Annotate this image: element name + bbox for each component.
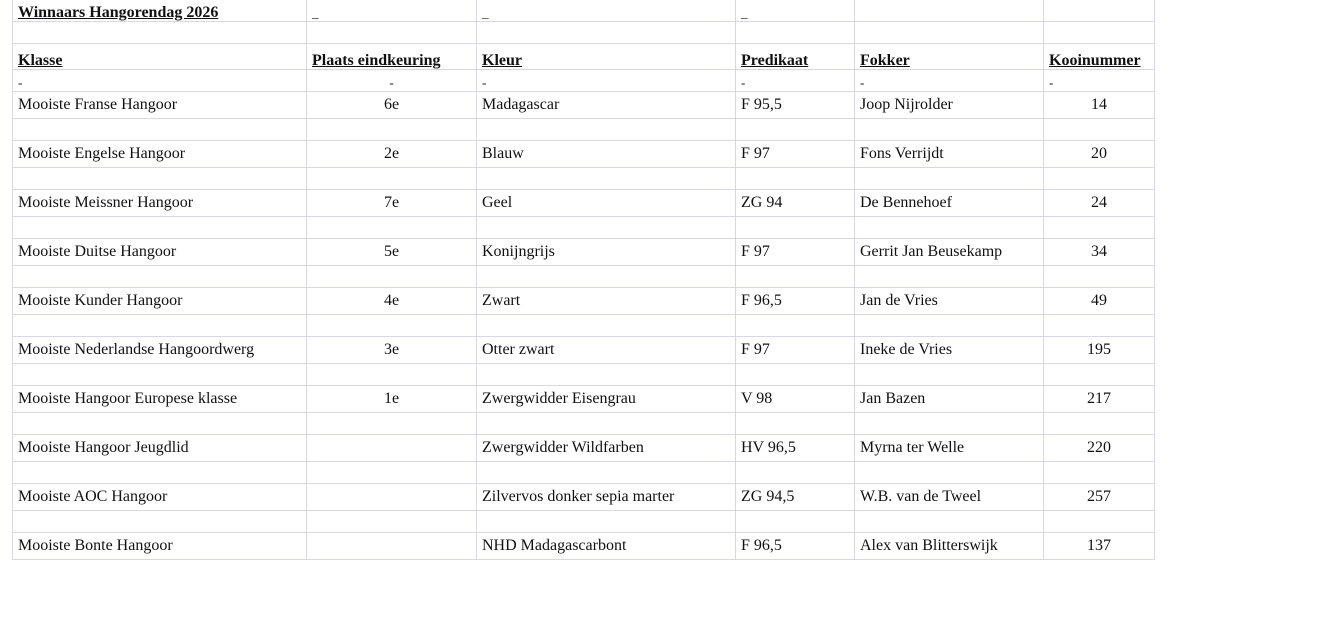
cell[interactable] (1044, 119, 1155, 141)
cell-kleur[interactable] (477, 435, 736, 462)
cell-klasse[interactable] (13, 190, 307, 217)
cell[interactable] (13, 266, 307, 288)
fokker-value: Alex van Blitterswijk (860, 537, 998, 554)
gap-row (13, 217, 1155, 239)
cell[interactable] (307, 0, 477, 22)
cell-klasse[interactable] (13, 533, 307, 560)
kleur-value: Blauw (482, 145, 524, 162)
mark: - (482, 75, 487, 90)
cell-predikaat[interactable] (736, 484, 855, 511)
cell-plaats[interactable] (307, 484, 477, 511)
cell[interactable] (855, 70, 1044, 92)
cell-predikaat[interactable] (736, 92, 855, 119)
cell-plaats[interactable] (307, 92, 477, 119)
header-kleur-label: Kleur (482, 52, 522, 69)
mark: - (1049, 75, 1054, 90)
cell[interactable] (307, 462, 477, 484)
table-row (13, 92, 1155, 119)
cell-klasse[interactable] (13, 435, 307, 462)
cell[interactable] (855, 462, 1044, 484)
kooinummer-value: 49 (1091, 292, 1107, 309)
cell-klasse[interactable] (13, 288, 307, 315)
cell[interactable] (477, 119, 736, 141)
header-predikaat-label: Predikaat (741, 52, 809, 69)
predikaat-value: ZG 94,5 (741, 488, 795, 505)
cell[interactable] (1044, 364, 1155, 386)
cell[interactable] (307, 217, 477, 239)
cell[interactable] (855, 168, 1044, 190)
gap-row (13, 364, 1155, 386)
cell-kooinummer[interactable] (1044, 435, 1155, 462)
cell-fokker[interactable] (855, 533, 1044, 560)
cell-kleur[interactable] (477, 337, 736, 364)
header-kooinummer-label: Kooinummer (1049, 52, 1141, 69)
cell[interactable] (1044, 266, 1155, 288)
title-row (13, 0, 1155, 22)
cell[interactable] (13, 462, 307, 484)
cell-fokker[interactable] (855, 435, 1044, 462)
cell[interactable] (477, 217, 736, 239)
cell-fokker[interactable] (855, 386, 1044, 413)
kleur-value: Konijngrijs (482, 243, 555, 260)
cell[interactable] (736, 119, 855, 141)
cell[interactable] (736, 315, 855, 337)
cell[interactable] (855, 413, 1044, 435)
cell-kooinummer[interactable] (1044, 337, 1155, 364)
predikaat-value: F 97 (741, 243, 770, 260)
mark: - (18, 75, 23, 90)
kleur-value: Zwergwidder Eisengrau (482, 390, 636, 407)
cell[interactable] (1044, 22, 1155, 44)
plaats-value: 2e (383, 145, 400, 162)
cell[interactable] (855, 511, 1044, 533)
header-plaats-label: Plaats eindkeuring (312, 52, 441, 69)
kooinummer-value: 195 (1087, 341, 1111, 358)
gap-row (13, 315, 1155, 337)
klasse-value: Mooiste Duitse Hangoor (18, 243, 177, 260)
cell-kooinummer[interactable] (1044, 92, 1155, 119)
table-row (13, 337, 1155, 364)
kooinummer-value: 14 (1091, 96, 1107, 113)
cell-kleur[interactable] (477, 386, 736, 413)
cell-klasse[interactable] (13, 386, 307, 413)
plaats-value: 6e (383, 96, 400, 113)
cell-kooinummer[interactable] (1044, 190, 1155, 217)
cell[interactable] (477, 462, 736, 484)
cell[interactable] (736, 217, 855, 239)
table-row (13, 190, 1155, 217)
gap-row (13, 266, 1155, 288)
fokker-value: Jan de Vries (860, 292, 938, 309)
fokker-value: Jan Bazen (860, 390, 926, 407)
table-row (13, 386, 1155, 413)
fokker-value: Fons Verrijdt (860, 145, 944, 162)
kleur-value: NHD Madagascarbont (482, 537, 627, 554)
cell[interactable] (307, 168, 477, 190)
gap-row (13, 168, 1155, 190)
cell-predikaat[interactable] (736, 386, 855, 413)
cell-kleur[interactable] (477, 141, 736, 168)
cell[interactable] (1044, 413, 1155, 435)
cell[interactable] (1044, 315, 1155, 337)
gap-row (13, 511, 1155, 533)
cell-plaats[interactable] (307, 533, 477, 560)
predikaat-value: F 96,5 (741, 292, 782, 309)
predikaat-value: F 97 (741, 341, 770, 358)
klasse-value: Mooiste Kunder Hangoor (18, 292, 183, 309)
cell-kooinummer[interactable] (1044, 141, 1155, 168)
cell-kooinummer[interactable] (1044, 533, 1155, 560)
cell[interactable] (307, 22, 477, 44)
cell[interactable] (307, 364, 477, 386)
plaats-value: 7e (383, 194, 400, 211)
cell-predikaat[interactable] (736, 533, 855, 560)
cell-klasse[interactable] (13, 141, 307, 168)
cell-fokker[interactable] (855, 141, 1044, 168)
mark: - (389, 75, 394, 90)
table-row (13, 239, 1155, 266)
cell[interactable] (855, 315, 1044, 337)
cell[interactable] (1044, 0, 1155, 22)
mark: _ (312, 5, 319, 20)
header-fokker[interactable] (855, 44, 1044, 70)
cell-fokker[interactable] (855, 239, 1044, 266)
cell[interactable] (855, 364, 1044, 386)
kleur-value: Geel (482, 194, 513, 211)
cell[interactable] (855, 217, 1044, 239)
kooinummer-value: 220 (1087, 439, 1111, 456)
header-kooinummer[interactable] (1044, 44, 1155, 70)
klasse-value: Mooiste Hangoor Jeugdlid (18, 439, 189, 456)
cell[interactable] (13, 119, 307, 141)
cell[interactable] (736, 462, 855, 484)
predikaat-value: F 97 (741, 145, 770, 162)
cell[interactable] (477, 266, 736, 288)
header-kleur[interactable] (477, 44, 736, 70)
gap-row (13, 413, 1155, 435)
winners-table (12, 0, 1155, 560)
klasse-value: Mooiste Franse Hangoor (18, 96, 178, 113)
klasse-value: Mooiste Hangoor Europese klasse (18, 390, 238, 407)
cell[interactable] (1044, 217, 1155, 239)
table-row (13, 435, 1155, 462)
cell[interactable] (855, 266, 1044, 288)
kooinummer-value: 24 (1091, 194, 1107, 211)
klasse-value: Mooiste Meissner Hangoor (18, 194, 194, 211)
fokker-value: De Bennehoef (860, 194, 952, 211)
title-cell[interactable] (13, 0, 307, 22)
cell[interactable] (736, 364, 855, 386)
kooinummer-value: 20 (1091, 145, 1107, 162)
cell[interactable] (736, 413, 855, 435)
cell[interactable] (13, 22, 307, 44)
cell[interactable] (307, 511, 477, 533)
cell-klasse[interactable] (13, 92, 307, 119)
predikaat-value: F 95,5 (741, 96, 782, 113)
mark: - (860, 75, 865, 90)
cell-fokker[interactable] (855, 337, 1044, 364)
predikaat-value: HV 96,5 (741, 439, 796, 456)
cell[interactable] (477, 0, 736, 22)
cell[interactable] (13, 413, 307, 435)
cell[interactable] (477, 364, 736, 386)
cell[interactable] (855, 119, 1044, 141)
cell[interactable] (477, 70, 736, 92)
fokker-value: W.B. van de Tweel (860, 488, 982, 505)
kleur-value: Zwart (482, 292, 521, 309)
cell[interactable] (736, 70, 855, 92)
cell-plaats[interactable] (307, 239, 477, 266)
cell-kleur[interactable] (477, 484, 736, 511)
plaats-value: 4e (383, 292, 400, 309)
cell[interactable] (307, 413, 477, 435)
cell-kooinummer[interactable] (1044, 239, 1155, 266)
dash-row (13, 70, 1155, 92)
cell-fokker[interactable] (855, 92, 1044, 119)
cell-kooinummer[interactable] (1044, 484, 1155, 511)
cell-klasse[interactable] (13, 484, 307, 511)
klasse-value: Mooiste AOC Hangoor (18, 488, 168, 505)
cell[interactable] (736, 511, 855, 533)
fokker-value: Myrna ter Welle (860, 439, 965, 456)
spacer-row (13, 22, 1155, 44)
cell[interactable] (307, 315, 477, 337)
cell[interactable] (736, 266, 855, 288)
klasse-value: Mooiste Nederlandse Hangoordwerg (18, 341, 255, 358)
cell-predikaat[interactable] (736, 239, 855, 266)
table-row (13, 141, 1155, 168)
kleur-value: Madagascar (482, 96, 560, 113)
cell[interactable] (477, 22, 736, 44)
kleur-value: Otter zwart (482, 341, 555, 358)
cell-kleur[interactable] (477, 190, 736, 217)
cell[interactable] (13, 217, 307, 239)
cell[interactable] (477, 315, 736, 337)
cell-plaats[interactable] (307, 435, 477, 462)
gap-row (13, 462, 1155, 484)
cell[interactable] (307, 70, 477, 92)
predikaat-value: ZG 94 (741, 194, 783, 211)
plaats-value: 5e (383, 243, 400, 260)
mark: _ (482, 5, 489, 20)
cell-kleur[interactable] (477, 239, 736, 266)
cell-predikaat[interactable] (736, 190, 855, 217)
kooinummer-value: 137 (1087, 537, 1111, 554)
klasse-value: Mooiste Bonte Hangoor (18, 537, 173, 554)
kooinummer-value: 34 (1091, 243, 1107, 260)
header-klasse-label: Klasse (18, 52, 63, 69)
cell[interactable] (736, 0, 855, 22)
header-plaats[interactable] (307, 44, 477, 70)
cell[interactable] (477, 413, 736, 435)
plaats-value: 3e (383, 341, 400, 358)
cell-kleur[interactable] (477, 533, 736, 560)
fokker-value: Joop Nijrolder (860, 96, 953, 113)
cell-kleur[interactable] (477, 92, 736, 119)
cell[interactable] (736, 22, 855, 44)
gap-row (13, 119, 1155, 141)
cell-plaats[interactable] (307, 141, 477, 168)
cell[interactable] (1044, 462, 1155, 484)
cell[interactable] (307, 119, 477, 141)
kooinummer-value: 257 (1087, 488, 1111, 505)
klasse-value: Mooiste Engelse Hangoor (18, 145, 186, 162)
cell[interactable] (736, 168, 855, 190)
cell[interactable] (1044, 511, 1155, 533)
cell[interactable] (855, 22, 1044, 44)
table-row (13, 288, 1155, 315)
cell-kooinummer[interactable] (1044, 288, 1155, 315)
cell[interactable] (855, 0, 1044, 22)
cell-predikaat[interactable] (736, 141, 855, 168)
fokker-value: Gerrit Jan Beusekamp (860, 243, 1003, 260)
cell[interactable] (1044, 70, 1155, 92)
cell-klasse[interactable] (13, 337, 307, 364)
header-klasse[interactable] (13, 44, 307, 70)
mark: - (741, 75, 746, 90)
cell-plaats[interactable] (307, 190, 477, 217)
cell-kooinummer[interactable] (1044, 386, 1155, 413)
cell[interactable] (1044, 168, 1155, 190)
cell-predikaat[interactable] (736, 288, 855, 315)
header-fokker-label: Fokker (860, 52, 910, 69)
cell-fokker[interactable] (855, 190, 1044, 217)
cell[interactable] (307, 266, 477, 288)
cell-fokker[interactable] (855, 484, 1044, 511)
cell[interactable] (13, 364, 307, 386)
header-row (13, 44, 1155, 70)
kooinummer-value: 217 (1087, 390, 1111, 407)
fokker-value: Ineke de Vries (860, 341, 953, 358)
cell[interactable] (13, 70, 307, 92)
cell-klasse[interactable] (13, 239, 307, 266)
cell-plaats[interactable] (307, 288, 477, 315)
cell[interactable] (13, 168, 307, 190)
cell-predikaat[interactable] (736, 435, 855, 462)
table-row (13, 484, 1155, 511)
mark: _ (741, 5, 748, 20)
cell-plaats[interactable] (307, 337, 477, 364)
predikaat-value: F 96,5 (741, 537, 782, 554)
predikaat-value: V 98 (741, 390, 773, 407)
plaats-value: 1e (383, 390, 400, 407)
cell-predikaat[interactable] (736, 337, 855, 364)
header-predikaat[interactable] (736, 44, 855, 70)
cell[interactable] (13, 511, 307, 533)
cell-fokker[interactable] (855, 288, 1044, 315)
cell[interactable] (477, 168, 736, 190)
kleur-value: Zwergwidder Wildfarben (482, 439, 644, 456)
kleur-value: Zilvervos donker sepia marter (482, 488, 675, 505)
table-row (13, 533, 1155, 560)
cell-kleur[interactable] (477, 288, 736, 315)
cell[interactable] (477, 511, 736, 533)
cell[interactable] (13, 315, 307, 337)
cell-plaats[interactable] (307, 386, 477, 413)
page-title: Winnaars Hangorendag 2026 (18, 4, 219, 21)
